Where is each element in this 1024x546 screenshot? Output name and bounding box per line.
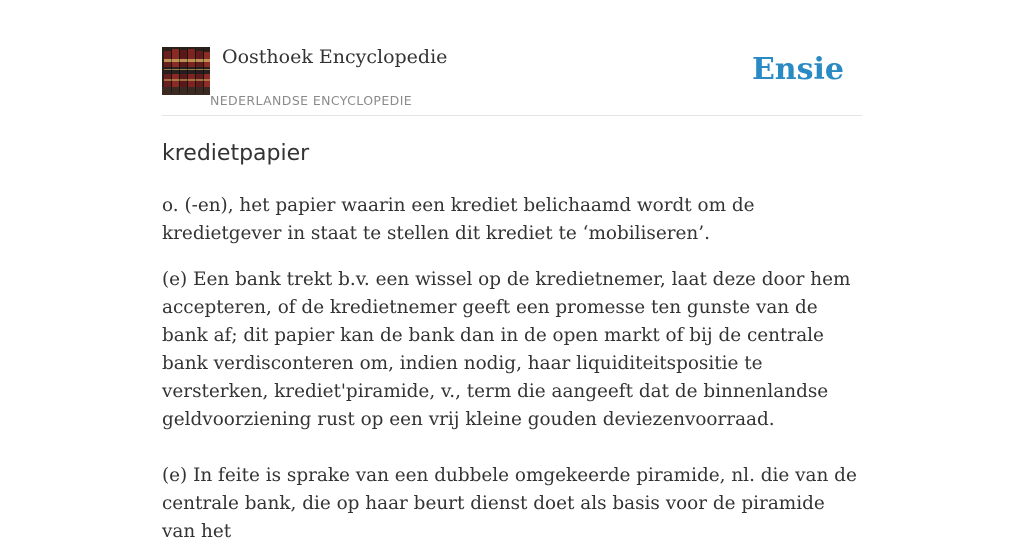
entry-paragraph: o. (-en), het papier waarin een krediet belichaamd wordt om de kredietgever in staat te stellen dit krediet te ‘mobiliseren’. <box>162 195 755 244</box>
entry-paragraph: (e) In feite is sprake van een dubbele omgekeerde piramide, nl. die van de centrale bank, die op haar beurt dienst doet als basis voor de piramide van het <box>162 465 857 542</box>
site-subtitle: NEDERLANDSE ENCYCLOPEDIE <box>210 93 413 108</box>
brand-logo-link[interactable]: Ensie <box>751 52 844 87</box>
entry-content <box>162 138 862 546</box>
header-divider <box>162 115 862 116</box>
entry-title: kredietpapier <box>162 141 310 166</box>
site-header <box>162 46 862 116</box>
entry-paragraph: (e) Een bank trekt b.v. een wissel op de kredietnemer, laat deze door hem accepteren, of de kredietnemer geeft een promesse ten gunste van de bank af; dit papier kan de bank dan in de open markt of bij de centrale bank verdisconteren om, indien nodig, haar liquiditeitspositie te versterken, krediet'piramide, v., term die aangeeft dat de binnenlandse geldvoorziening rust op een vrij kleine gouden deviezenvoorraad. <box>162 269 851 430</box>
site-title-link[interactable]: Oosthoek Encyclopedie <box>222 46 448 68</box>
book-spines-icon[interactable] <box>162 47 210 95</box>
